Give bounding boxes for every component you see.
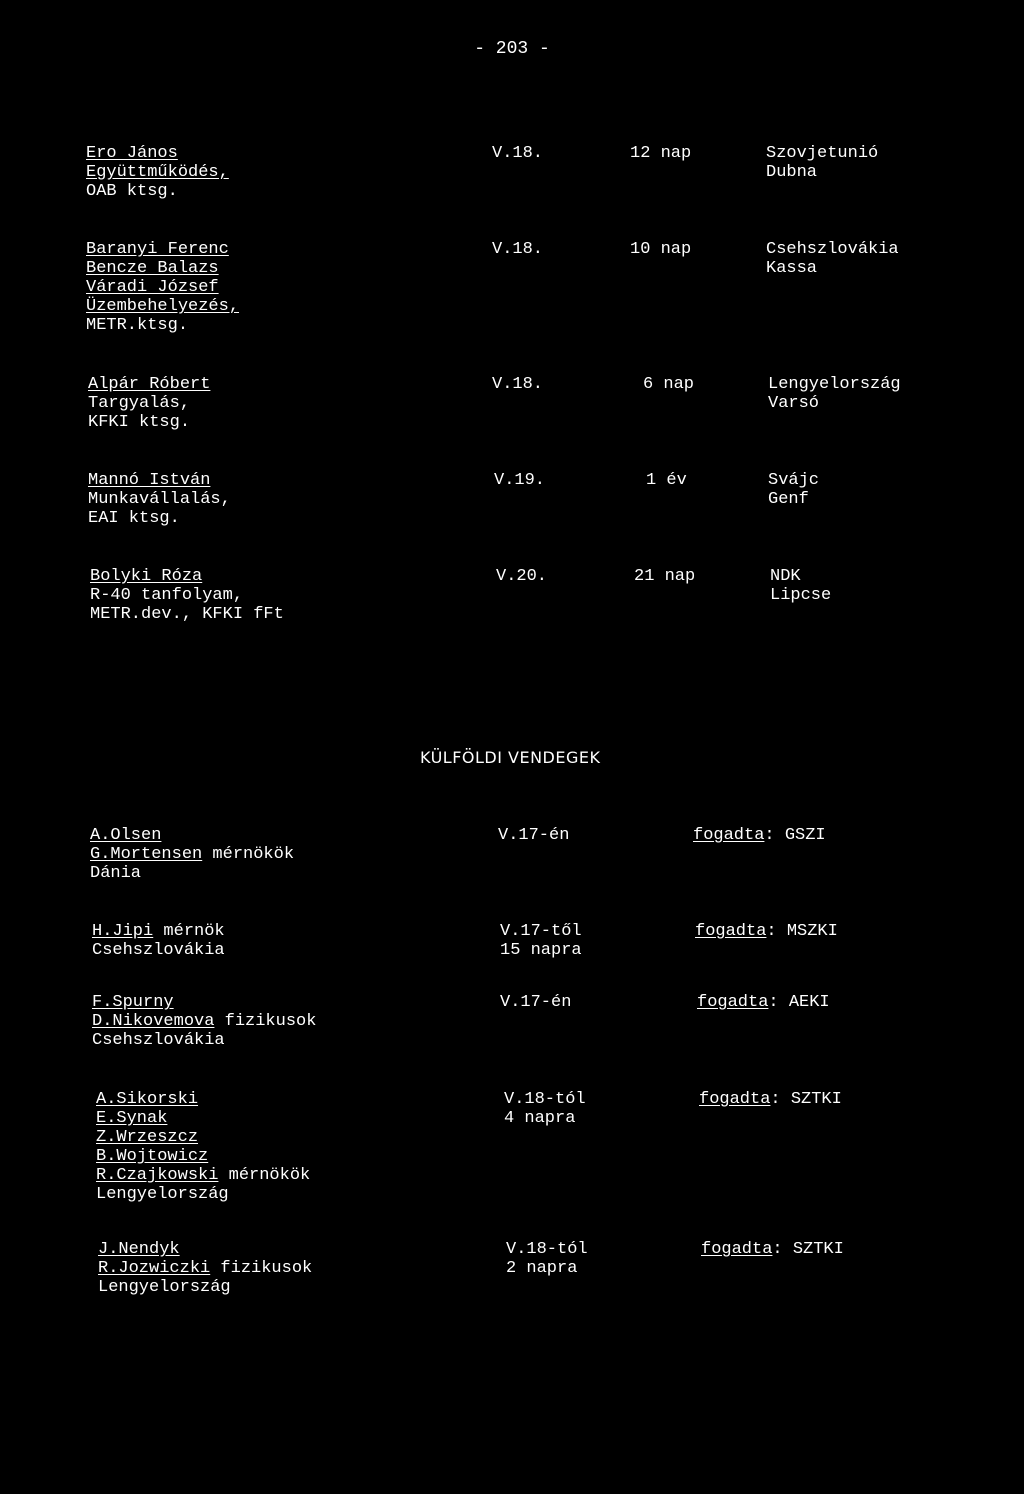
travel-destination bbox=[766, 144, 878, 182]
visitor-line: F.Spurny bbox=[92, 993, 174, 1012]
purpose: Targyalás, bbox=[88, 394, 191, 413]
visitor-date: V.17-én bbox=[500, 993, 572, 1012]
visitor-country: Dánia bbox=[90, 864, 142, 883]
visitor-line: D.Nikovemova fizikusok bbox=[92, 1012, 317, 1031]
visitor-line: J.Nendyk bbox=[98, 1240, 180, 1259]
travel-date: V.18. bbox=[492, 375, 544, 394]
visitor-date: V.18-tól 4 napra bbox=[504, 1090, 586, 1128]
travel-duration: 21 nap bbox=[634, 567, 696, 586]
travel-date: V.19. bbox=[494, 471, 546, 490]
funding: OAB ktsg. bbox=[86, 182, 178, 201]
purpose: Munkavállalás, bbox=[88, 490, 231, 509]
destination-country: Csehszlovákia bbox=[766, 240, 899, 259]
visitor-country: Lengyelország bbox=[96, 1185, 229, 1204]
visitor-host: fogadta: MSZKI bbox=[695, 922, 838, 941]
travel-duration: 1 év bbox=[646, 471, 687, 490]
visitor-line: Z.Wrzeszcz bbox=[96, 1128, 199, 1147]
visitor-date: V.17-én bbox=[498, 826, 570, 845]
travel-person-block bbox=[86, 144, 466, 201]
travel-person-block bbox=[88, 375, 468, 432]
travel-duration: 6 nap bbox=[643, 375, 695, 394]
travel-duration: 12 nap bbox=[630, 144, 692, 163]
visitor-names bbox=[96, 1090, 476, 1204]
destination-country: Szovjetunió bbox=[766, 144, 879, 163]
purpose: Együttműködés, bbox=[86, 163, 229, 182]
person-name: Váradi József bbox=[86, 278, 219, 297]
visitor-line: A.Olsen bbox=[90, 826, 162, 845]
visitor-line: A.Sikorski bbox=[96, 1090, 199, 1109]
travel-date: V.18. bbox=[492, 240, 544, 259]
travel-date: V.20. bbox=[496, 567, 548, 586]
travel-destination bbox=[766, 240, 899, 278]
page-number: - 203 - bbox=[474, 39, 550, 59]
visitor-line: R.Jozwiczki fizikusok bbox=[98, 1259, 313, 1278]
destination-city: Lipcse bbox=[770, 586, 832, 605]
visitor-line: G.Mortensen mérnökök bbox=[90, 845, 295, 864]
destination-city: Dubna bbox=[766, 163, 818, 182]
travel-duration: 10 nap bbox=[630, 240, 692, 259]
funding: EAI ktsg. bbox=[88, 509, 180, 528]
person-name: Mannó István bbox=[88, 471, 211, 490]
visitor-names bbox=[92, 922, 472, 960]
destination-city: Varsó bbox=[768, 394, 820, 413]
visitor-date: V.17-től 15 napra bbox=[500, 922, 582, 960]
visitor-date: V.18-tól 2 napra bbox=[506, 1240, 588, 1278]
funding: METR.dev., KFKI fFt bbox=[90, 605, 284, 624]
funding: METR.ktsg. bbox=[86, 316, 189, 335]
visitor-line: R.Czajkowski mérnökök bbox=[96, 1166, 311, 1185]
travel-destination bbox=[770, 567, 831, 605]
purpose: R-40 tanfolyam, bbox=[90, 586, 244, 605]
person-name: Bolyki Róza bbox=[90, 567, 203, 586]
destination-country: Lengyelország bbox=[768, 375, 901, 394]
person-name: Bencze Balazs bbox=[86, 259, 219, 278]
person-name: Ero János bbox=[86, 144, 178, 163]
visitor-line: H.Jipi mérnök bbox=[92, 922, 225, 941]
visitor-host: fogadta: SZTKI bbox=[699, 1090, 842, 1109]
destination-city: Kassa bbox=[766, 259, 818, 278]
travel-person-block bbox=[88, 471, 468, 528]
destination-city: Genf bbox=[768, 490, 809, 509]
funding: KFKI ktsg. bbox=[88, 413, 191, 432]
travel-date: V.18. bbox=[492, 144, 544, 163]
visitor-country: Lengyelország bbox=[98, 1278, 231, 1297]
person-name: Baranyi Ferenc bbox=[86, 240, 229, 259]
person-name: Alpár Róbert bbox=[88, 375, 211, 394]
visitor-line: B.Wojtowicz bbox=[96, 1147, 209, 1166]
visitor-country: Csehszlovákia bbox=[92, 941, 225, 960]
visitor-host: fogadta: SZTKI bbox=[701, 1240, 844, 1259]
destination-country: NDK bbox=[770, 567, 801, 586]
visitor-names bbox=[98, 1240, 478, 1297]
visitor-line: E.Synak bbox=[96, 1109, 168, 1128]
travel-destination bbox=[768, 471, 819, 509]
travel-person-block bbox=[90, 567, 470, 624]
visitor-names bbox=[92, 993, 472, 1050]
visitor-country: Csehszlovákia bbox=[92, 1031, 225, 1050]
destination-country: Svájc bbox=[768, 471, 820, 490]
visitor-names bbox=[90, 826, 470, 883]
visitor-host: fogadta: GSZI bbox=[693, 826, 826, 845]
purpose: Üzembehelyezés, bbox=[86, 297, 240, 316]
travel-destination bbox=[768, 375, 901, 413]
travel-person-block bbox=[86, 240, 466, 335]
section-heading: KÜLFÖLDI VENDEGEK bbox=[420, 748, 601, 767]
visitor-host: fogadta: AEKI bbox=[697, 993, 830, 1012]
